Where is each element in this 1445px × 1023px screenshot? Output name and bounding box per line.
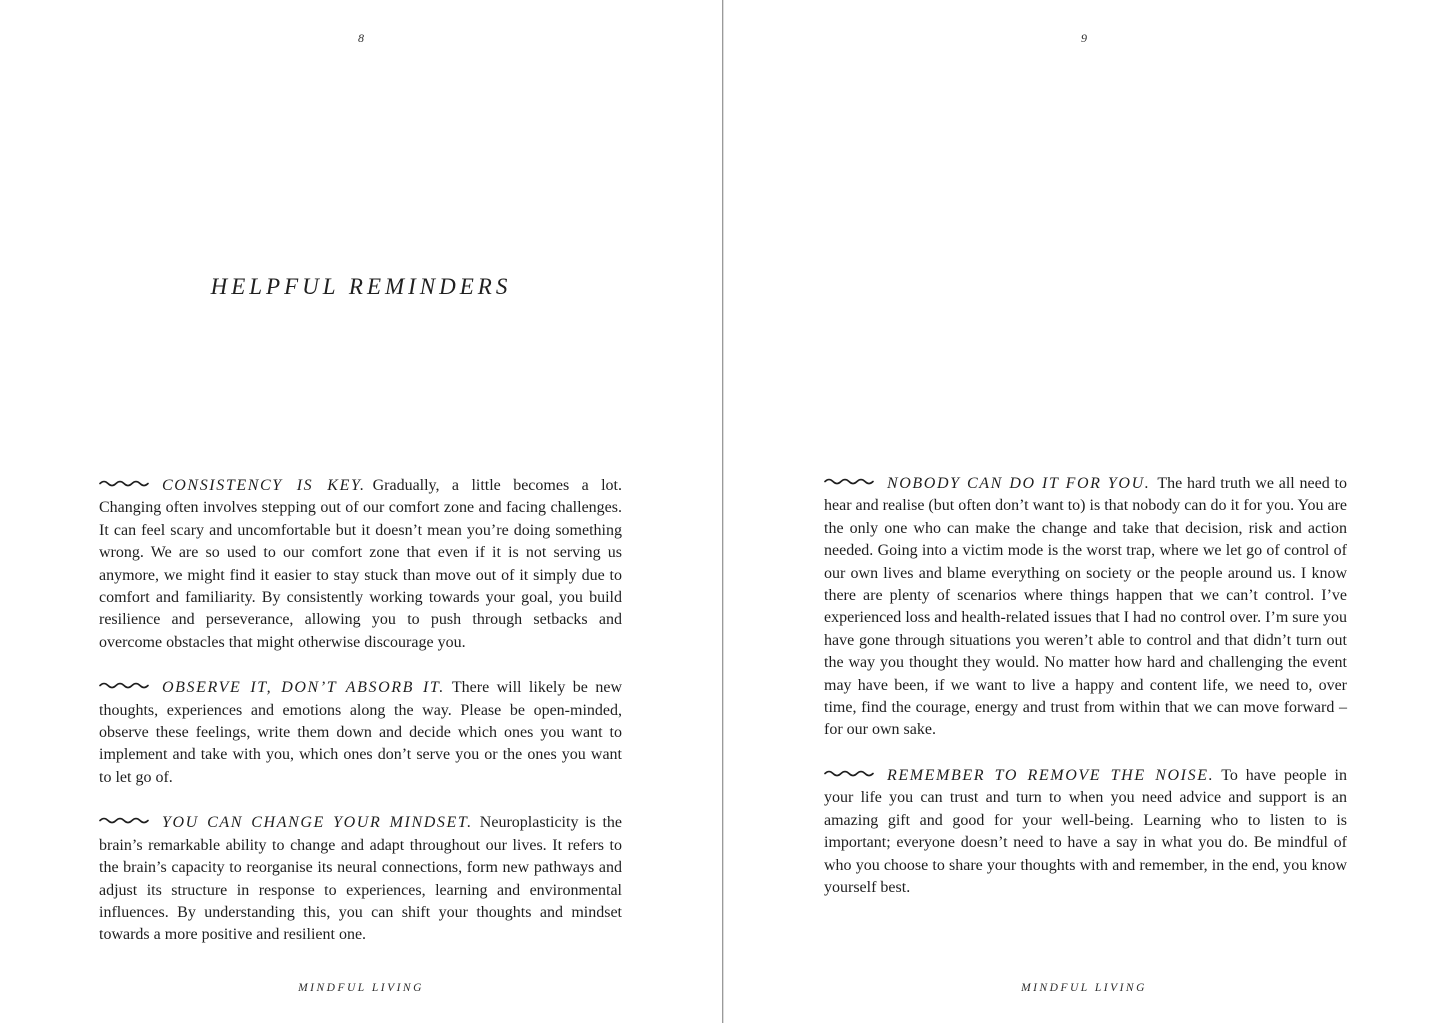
paragraph-body: Gradually, a little becomes a lot. Changing often involves stepping out of our comfort zone and facing challenges. It can feel scary and uncomfortable but it doesn’t mean you’re doing something wrong. We are so used to our comfort zone that even if it is not serving us anymore, we might find it easier to stay stuck than move out of it simply due to comfort and familiarity. By consistently working towards your goal, you build resilience and perseverance, allowing you to push through setbacks and overcome obstacles that might otherwise discourage you. <box>99 477 622 651</box>
paragraph-body: The hard truth we all need to hear and realise (but often don’t want to) is that nobody can do it for you. You are the only one who can make the change and take that decision, risk and action needed. Going into a victim mode is the worst trap, where we let go of control of our own lives and blame everything on society or the people around us. I know there are plenty of scenarios where things happen that we can’t control. I’ve experienced loss and health-related issues that I had no control over. I’m sure you have gone through situations you weren’t able to control and that didn’t turn out the way you thought they would. No matter how hard and challenging the event may have been, if we want to live a happy and content life, we need to, over time, find the courage, energy and trust from within that we can move forward – for our own sake. <box>824 475 1347 739</box>
text-block-right <box>824 473 1347 899</box>
squiggle-icon <box>99 479 149 488</box>
squiggle-icon <box>824 769 874 778</box>
paragraph-body: To have people in your life you can trust and turn to when you need advice and support is an amazing gift and good for your well-being. Learning who to listen to is important; everyone doesn’t need to have a say in what you do. Be mindful of who you choose to share your thoughts with and remember, in the end, you know yourself best. <box>824 766 1347 896</box>
paragraph-lead: YOU CAN CHANGE YOUR MINDSET. <box>162 814 473 832</box>
paragraph-lead: CONSISTENCY IS KEY. <box>162 477 366 494</box>
paragraph-nobody <box>824 473 1347 742</box>
running-footer-right: MINDFUL LIVING <box>1021 982 1147 994</box>
paragraph-noise <box>824 765 1347 899</box>
page-right <box>723 0 1445 1023</box>
page-left <box>0 0 722 1023</box>
squiggle-icon <box>99 681 149 690</box>
paragraph-lead: NOBODY CAN DO IT FOR YOU. <box>887 475 1151 492</box>
paragraph-lead: REMEMBER TO REMOVE THE NOISE. <box>887 766 1215 784</box>
text-block-left <box>99 475 622 947</box>
running-footer-left: MINDFUL LIVING <box>298 982 424 994</box>
page-number-left: 8 <box>358 31 364 45</box>
squiggle-icon <box>99 816 149 825</box>
paragraph-consistency <box>99 475 622 654</box>
squiggle-icon <box>824 477 874 486</box>
page-number-right: 9 <box>1081 31 1087 45</box>
chapter-title: HELPFUL REMINDERS <box>210 274 512 299</box>
paragraph-body: Neuroplasticity is the brain’s remarkable ability to change and adapt throughout our lives. It refers to the brain’s capacity to reorganise its neural connections, form new pathways and adjust its structure in response to experiences, learning and environmental influences. By understanding this, you can shift your thoughts and mindset towards a more positive and resilient one. <box>99 814 623 944</box>
paragraph-lead: OBSERVE IT, DON’T ABSORB IT. <box>162 679 445 697</box>
paragraph-mindset <box>99 812 622 946</box>
paragraph-observe <box>99 677 622 789</box>
paragraph-body: There will likely be new thoughts, experiences and emotions along the way. Please be open-minded, observe these feelings, write them down and decide which ones you want to implement and take with you, which ones don’t serve you or the ones you want to let go of. <box>99 679 623 786</box>
